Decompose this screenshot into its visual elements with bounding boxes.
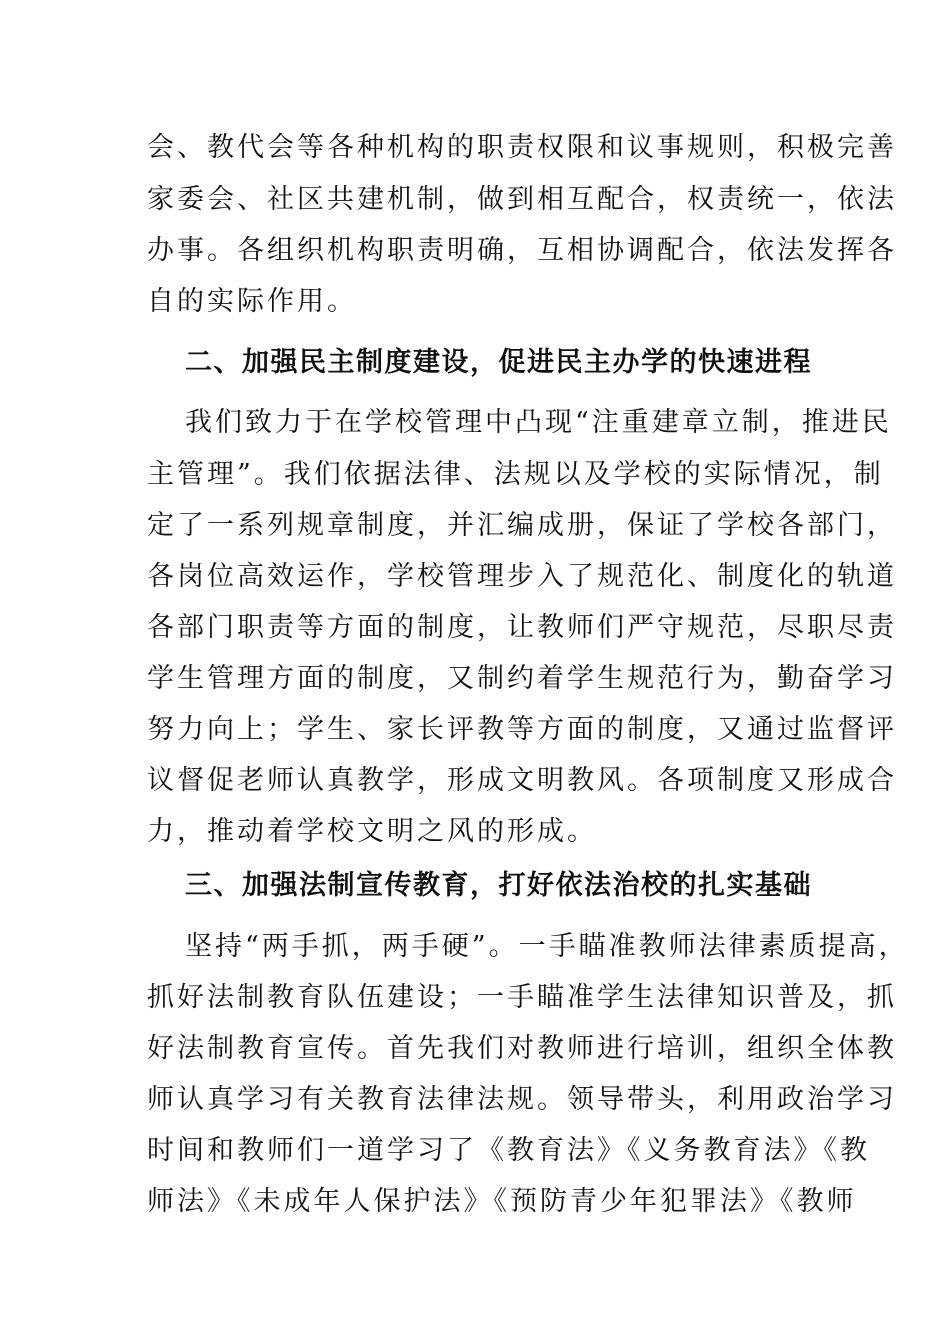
paragraph-1-line-3: 办事。各组织机构职责明确，互相协调配合，依法发挥各	[147, 235, 897, 266]
paragraph-2-line-5: 各部门职责等方面的制度，让教师们严守规范，尽职尽责	[147, 612, 897, 643]
paragraph-1-line-4: 自的实际作用。	[147, 286, 357, 317]
paragraph-2-line-6: 学生管理方面的制度，又制约着学生规范行为，勤奋学习	[147, 663, 897, 694]
paragraph-2-line-1: 我们致力于在学校管理中凸现“注重建章立制，推进民	[185, 407, 892, 438]
paragraph-2-line-7: 努力向上；学生、家长评教等方面的制度，又通过监督评	[147, 714, 897, 745]
paragraph-2-line-9: 力，推动着学校文明之风的形成。	[147, 816, 597, 847]
paragraph-1-line-1: 会、教代会等各种机构的职责权限和议事规则，积极完善	[147, 132, 897, 163]
paragraph-3-line-4: 师认真学习有关教育法律法规。领导带头，利用政治学习	[147, 1084, 897, 1115]
paragraph-3-line-1: 坚持“两手抓，两手硬”。一手瞄准教师法律素质提高，	[185, 931, 909, 962]
paragraph-3-line-3: 好法制教育宣传。首先我们对教师进行培训，组织全体教	[147, 1033, 897, 1064]
paragraph-3-line-2: 抓好法制教育队伍建设；一手瞄准学生法律知识普及，抓	[147, 982, 897, 1013]
section-heading-2: 二、加强民主制度建设，促进民主办学的快速进程	[185, 347, 812, 378]
paragraph-3-line-5: 时间和教师们一道学习了《教育法》《义务教育法》《教	[147, 1135, 870, 1166]
section-heading-3: 三、加强法制宣传教育，打好依法治校的扎实基础	[185, 870, 812, 901]
paragraph-3-line-6: 师法》《未成年人保护法》《预防青少年犯罪法》《教师	[147, 1186, 857, 1217]
paragraph-2-line-4: 各岗位高效运作，学校管理步入了规范化、制度化的轨道	[147, 561, 897, 592]
paragraph-2-line-3: 定了一系列规章制度，并汇编成册，保证了学校各部门，	[147, 510, 897, 541]
paragraph-1-line-2: 家委会、社区共建机制，做到相互配合，权责统一，依法	[147, 184, 897, 215]
paragraph-2-line-2: 主管理”。我们依据法律、法规以及学校的实际情况，制	[147, 459, 884, 490]
paragraph-2-line-8: 议督促老师认真教学，形成文明教风。各项制度又形成合	[147, 765, 897, 796]
